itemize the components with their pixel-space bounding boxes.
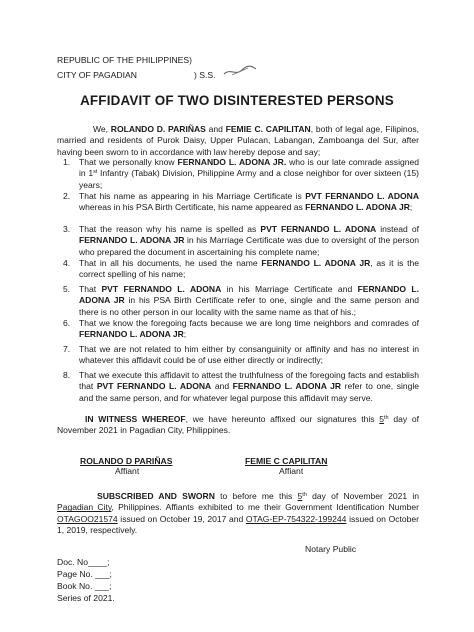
item-text: That his name as appearing in his Marriage Certificate is xyxy=(79,191,306,201)
series-year: Series of 2021. xyxy=(57,593,115,603)
item-number: 8. xyxy=(63,370,71,380)
intro-and: and xyxy=(205,124,226,134)
witness-day: 5 xyxy=(379,414,385,424)
signatory-role-2: Affiant xyxy=(279,466,304,476)
item-text: That the reason why his name is spelled as xyxy=(79,224,261,234)
ordinal-suffix: th xyxy=(302,492,307,498)
signatory-name-1: ROLANDO D PARIÑAS xyxy=(80,456,173,466)
jurat-text: , Philippines. Affiants exhibited to me their Government Identification Number xyxy=(111,502,419,513)
item-name: PVT FERNANDO L. ADONA xyxy=(260,224,377,234)
item-text: That we execute this affidavit to attest the truthfulness of the foregoing facts and establish that xyxy=(79,370,419,392)
jurat-text: issued on October 1, 2019, respectively. xyxy=(57,513,419,535)
item-text: That we personally know xyxy=(79,157,178,167)
affiant-name-1: ROLANDO D. PARIÑAS xyxy=(110,124,206,134)
intro-paragraph xyxy=(57,124,419,158)
item-number: 3. xyxy=(63,224,71,234)
item-number: 6. xyxy=(63,318,71,328)
item-name: PVT FERNANDO L. ADONA xyxy=(305,191,419,201)
item-text: in his PSA Birth Certificate refer to one, single and the same person and there is no other person in our locality with the same name as that of his.; xyxy=(79,295,419,317)
handwritten-mark-icon xyxy=(222,64,258,78)
item-name: FERNANDO L. ADONA JR xyxy=(232,381,342,392)
item-number: 5. xyxy=(63,284,71,294)
ordinal-suffix: th xyxy=(384,415,389,421)
list-item xyxy=(63,370,420,404)
item-number: 2. xyxy=(63,191,71,201)
witness-text: , we have hereunto affixed our signatures this xyxy=(185,414,380,424)
intro-rest: , both of legal age, Filipinos, married and residents of Purok Daisy, Upper Pulacan, Labangan, Zamboanga del Sur, after having been sworn to in accordance with law hereby depose and say; xyxy=(57,124,420,157)
list-item xyxy=(63,258,419,281)
item-number: 1. xyxy=(63,157,71,167)
jurat-heading: SUBSCRIBED AND SWORN xyxy=(97,491,215,501)
book-number: Book No. ___; xyxy=(57,581,112,591)
item-number: 4. xyxy=(63,258,71,268)
list-item xyxy=(63,157,420,191)
item-name: FERNANDO L. ADONA JR xyxy=(79,329,184,340)
page-number: Page No. ___; xyxy=(57,569,112,579)
doc-number: Doc. No____; xyxy=(57,557,110,567)
item-text: refer to one, single and the same person, and for whatever legal purpose this affidavit may serve. xyxy=(79,381,420,403)
item-text: in his Marriage Certificate and xyxy=(221,284,358,294)
item-number: 7. xyxy=(63,344,71,354)
item-text: and xyxy=(211,381,233,392)
intro-we: We, xyxy=(93,124,111,134)
affiant-name-2: FEMIE C. CAPILITAN xyxy=(225,124,311,134)
witness-text: day of November 2021 in Pagadian City, Philippines. xyxy=(57,414,419,436)
item-name: FERNANDO L. ADONA JR. xyxy=(177,157,287,167)
signatory-name-2: FEMIE C CAPILITAN xyxy=(245,456,328,466)
item-text: That in all his documents, he used the name xyxy=(79,258,262,268)
item-text: Infantry (Tabak) Division, Philippine Army and a close neighbor for over sixteen (15) years; xyxy=(79,168,420,190)
witness-paragraph xyxy=(57,414,419,437)
jurat-city: Pagadian City xyxy=(57,502,112,513)
jurat-text: to before me this xyxy=(214,491,298,501)
list-item xyxy=(63,284,419,318)
item-text: who is our late comrade assigned in 1 xyxy=(79,157,419,179)
list-item xyxy=(63,318,419,341)
item-name: FERNANDO L. ADONA JR xyxy=(261,258,371,268)
list-item xyxy=(63,224,419,258)
list-item xyxy=(63,344,419,367)
item-name: FERNANDO L. ADONA JR xyxy=(79,235,185,246)
notary-public-label: Notary Public xyxy=(305,544,357,554)
item-name: PVT FERNANDO L. ADONA xyxy=(101,284,222,294)
signatory-role-1: Affiant xyxy=(115,466,140,476)
item-text: That we are not related to him either by consanguinity or affinity and has no interest in whatever this affidavit could be of use either directly or indirectly; xyxy=(79,344,419,366)
jurat-paragraph xyxy=(57,491,419,536)
jurat-text: day of November 2021 in xyxy=(306,491,419,501)
header-republic: REPUBLIC OF THE PHILIPPINES) xyxy=(57,55,192,65)
government-id-2: OTAG-EP-754322-199244 xyxy=(245,513,347,524)
government-id-1: OTAGOO21574 xyxy=(57,513,118,524)
ordinal-suffix: st xyxy=(93,169,98,176)
jurat-day: 5 xyxy=(297,491,303,501)
item-text: whereas in his PSA Birth Certificate, his name appeared as xyxy=(79,202,306,213)
header-ss: ) S.S. xyxy=(194,70,216,80)
item-text: in his Marriage Certificate was due to oversight of the person who prepared the document in ascertaining his complete name; xyxy=(79,235,419,257)
list-item xyxy=(63,191,419,214)
jurat-text: issued on October 19, 2017 and xyxy=(117,513,246,524)
item-text: instead of xyxy=(376,224,419,234)
item-text: , as it is the correct spelling of his name; xyxy=(79,258,419,280)
item-text: That we know the foregoing facts because we are long time neighbors and comrades of xyxy=(79,318,419,328)
item-text: ; xyxy=(409,202,413,213)
item-text: ; xyxy=(183,329,187,340)
item-name: FERNANDO L. ADONA JR xyxy=(305,202,410,213)
header-city: CITY OF PAGADIAN xyxy=(57,70,137,80)
witness-heading: IN WITNESS WHEREOF xyxy=(85,414,186,424)
item-name: FERNANDO L. ADONA JR xyxy=(79,284,419,306)
item-name: PVT FERNANDO L. ADONA xyxy=(96,381,212,392)
document-title: AFFIDAVIT OF TWO DISINTERESTED PERSONS xyxy=(80,93,394,108)
item-text: That xyxy=(79,284,102,294)
